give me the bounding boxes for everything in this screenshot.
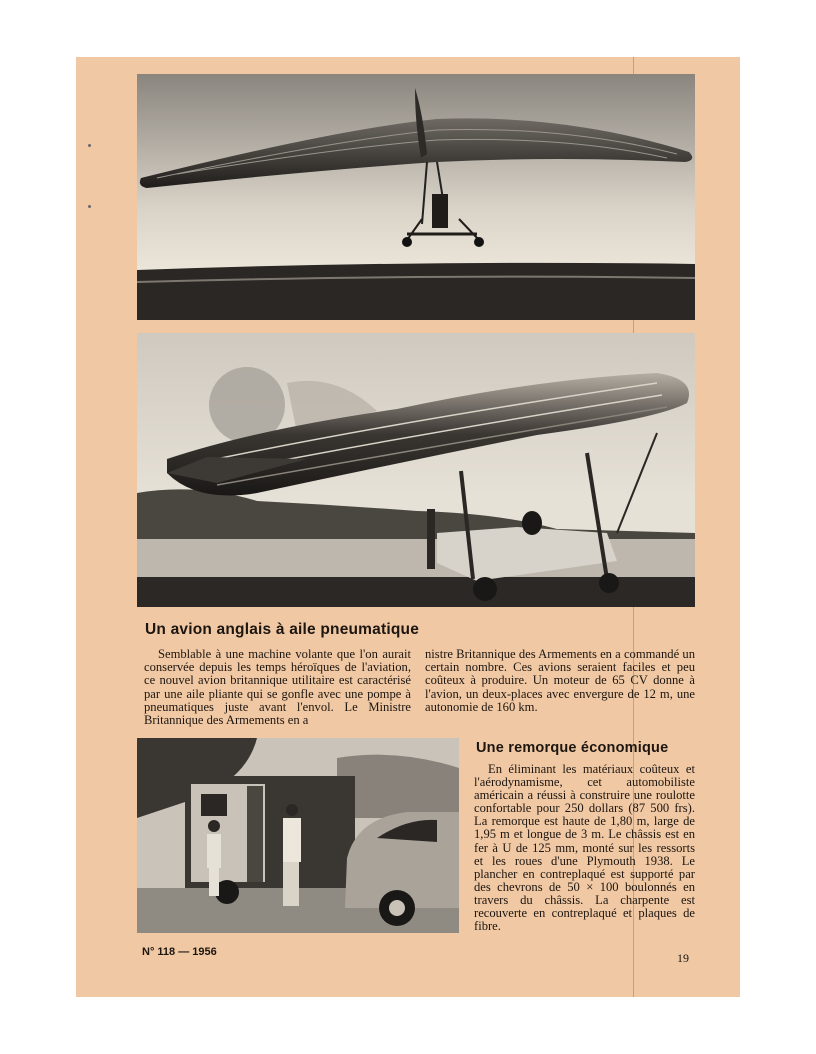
article-airplane-col2: nistre Britannique des Armements en a commandé un certain nombre. Ces avions seraient faciles et peu coûteux à produire. Un moteur de 65 CV donne à l'avion, un deux-places avec envergure de 12 m, une autonomie de 160 km. [425,647,695,714]
photo-car-trailer [137,738,459,933]
photo-airplane-flight [137,74,695,320]
scan-speck [88,144,91,147]
article-trailer-body: En éliminant les matériaux coûteux et l'aérodynamisme, cet automobiliste américain a réussi à construire une roulotte confortable pour 250 dollars (87 500 frs). La remorque est haute de 1,80 m, large de 1,95 m et longue de 3 m. Le châssis est en fer à U de 125 mm, monté sur les ressorts et les roues d'une Plymouth 1938. Le plancher en contreplaqué est supporté par des chevrons de 50 × 100 boulonnés en travers du châssis. La charpente est recouverte en contreplaqué et plaques de fibre. [474,762,695,934]
article-title-trailer: Une remorque économique [476,740,669,756]
issue-number: N° 118 — 1956 [142,946,217,958]
scan-speck [88,205,91,208]
page-number: 19 [677,951,689,965]
article-airplane-col1: Semblable à une machine volante que l'on aurait conservée depuis les temps héroïques de l'aviation, ce nouvel avion britannique utilitaire est caractérisé par une aile pliante qui se gonfle avec une pompe à pneumatiques juste avant l'envol. Le Ministre Britannique des Armements en a [144,647,411,728]
article-title-airplane: Un avion anglais à aile pneumatique [145,621,420,638]
photo-airplane-ground [137,333,695,607]
